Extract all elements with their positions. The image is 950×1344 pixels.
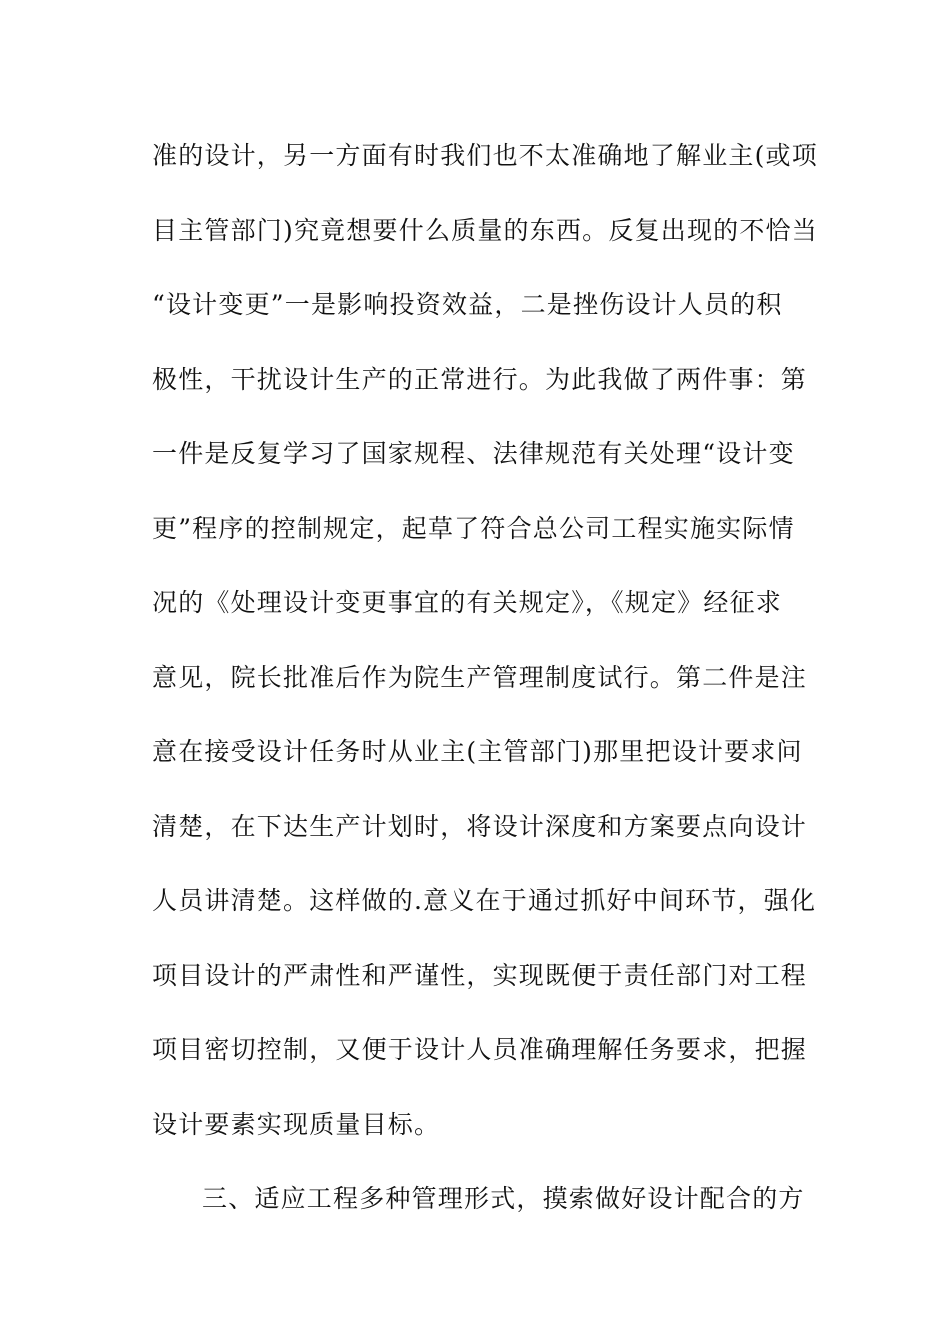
paragraph-line: 意在接受设计任务时从业主(主管部门)那里把设计要求问 (152, 737, 803, 766)
paragraph-line: 人员讲清楚。这样做的.意义在于通过抓好中间环节，强化 (152, 886, 817, 915)
section-heading: 三、适应工程多种管理形式，摸索做好设计配合的方 (202, 1184, 805, 1213)
paragraph-line: 极性，干扰设计生产的正常进行。为此我做了两件事：第 (152, 364, 808, 394)
paragraph-line: 一件是反复学习了国家规程、法律规范有关处理“设计变 (152, 439, 795, 468)
paragraph-line: 清楚，在下达生产计划时，将设计深度和方案要点向设计 (152, 811, 808, 841)
paragraph-line: 目主管部门)究竟想要什么质量的东西。反复出现的不恰当 (152, 215, 818, 245)
paragraph-line: 设计要素实现质量目标。 (152, 1109, 441, 1139)
body-text (152, 134, 818, 1252)
paragraph-line: 况的《处理设计变更事宜的有关规定》，《规定》经征求 (152, 588, 783, 617)
paragraph-line: 更”程序的控制规定，起草了符合总公司工程实施实际情 (152, 513, 795, 543)
paragraph-line: 准的设计，另一方面有时我们也不太准确地了解业主(或项 (152, 141, 818, 170)
paragraph-line: 项目设计的严肃性和严谨性，实现既便于责任部门对工程 (152, 960, 808, 990)
paragraph-line: 意见，院长批准后作为院生产管理制度试行。第二件是注 (152, 662, 808, 692)
paragraph-line: 项目密切控制，又便于设计人员准确理解任务要求，把握 (152, 1035, 808, 1064)
paragraph-line: “设计变更”一是影响投资效益，二是挫伤设计人员的积 (152, 290, 783, 319)
